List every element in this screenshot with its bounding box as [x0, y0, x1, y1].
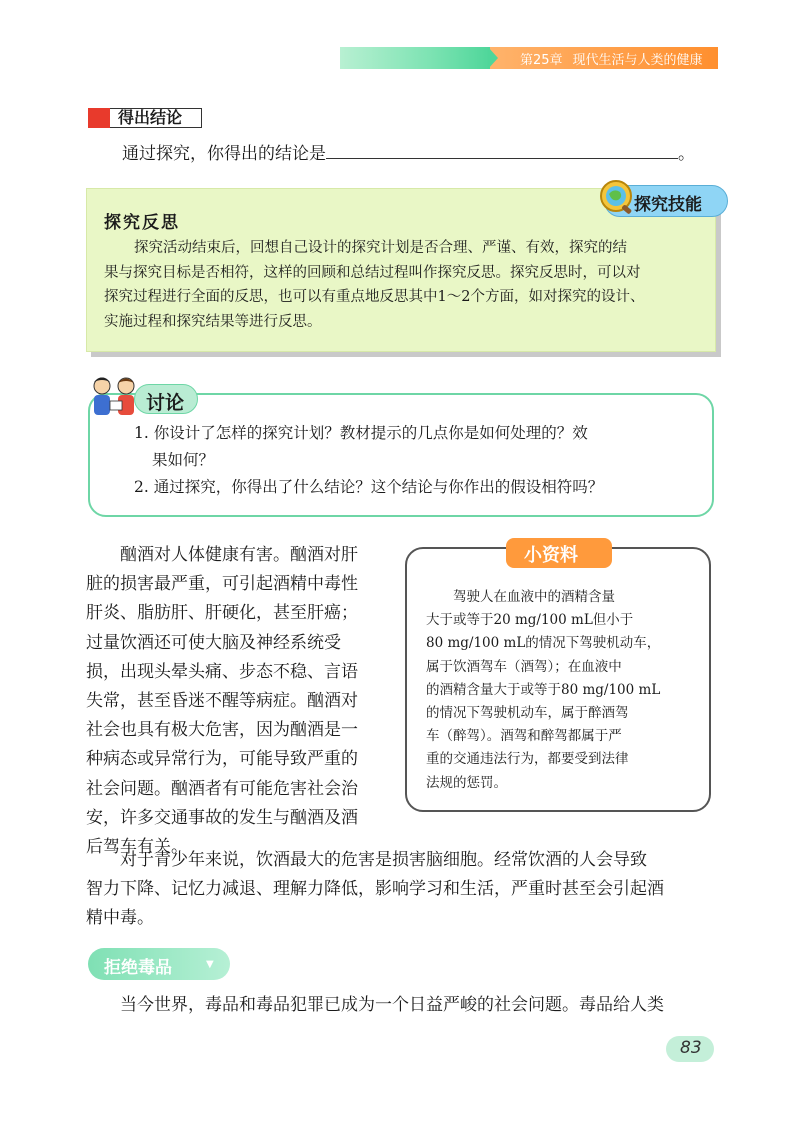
discussion-item-2: 2. 通过探究，你得出了什么结论？这个结论与你作出的假设相符吗？ — [134, 478, 604, 496]
info-line: 的酒精含量大于或等于80 mg/100 mL — [426, 681, 661, 698]
paragraph-line: 社会也具有极大危害，因为酗酒是一 — [86, 720, 358, 741]
info-text — [426, 586, 694, 795]
chapter-title: 现代生活与人类的健康 — [572, 53, 703, 68]
paragraph-line: 肝炎、脂肪肝、肝硬化，甚至肝癌； — [86, 603, 358, 624]
chevron-down-icon: ▼ — [206, 959, 214, 970]
page-number: 83 — [680, 1038, 702, 1058]
students-discussing-icon — [88, 373, 144, 419]
magnifier-globe-icon — [596, 178, 636, 218]
skill-line: 探究活动结束后，回想自己设计的探究计划是否合理、严谨、有效，探究的结 — [134, 240, 627, 256]
skill-line: 果与探究目标是否相符，这样的回顾和总结过程叫作探究反思。探究反思时，可以对 — [104, 264, 641, 281]
paragraph-line: 过量饮酒还可使大脑及神经系统受 — [86, 632, 341, 653]
chapter-number: 第25章 — [520, 53, 563, 68]
paragraph-line: 酗酒对人体健康有害。酗酒对肝 — [120, 545, 358, 565]
paragraph-line: 智力下降、记忆力减退、理解力降低，影响学习和生活，严重时甚至会引起酒 — [86, 879, 664, 899]
paragraph-line: 精中毒。 — [86, 908, 154, 928]
conclusion-prompt — [122, 140, 695, 169]
paragraph-line: 损，出现头晕头痛、步态不稳、言语 — [86, 661, 358, 682]
paragraph-line: 对于青少年来说，饮酒最大的危害是损害脑细胞。经常饮酒的人会导致 — [120, 850, 647, 870]
conclusion-end-mark: 。 — [678, 144, 695, 164]
info-line: 80 mg/100 mL的情况下驾驶机动车， — [426, 635, 661, 652]
drugs-section-heading: 拒绝毒品 — [104, 958, 172, 978]
skill-title: 探究反思 — [104, 213, 180, 233]
paragraph-line: 安，许多交通事故的发生与酗酒及酒 — [86, 807, 358, 828]
info-line: 大于或等于20 mg/100 mL但小于 — [426, 612, 634, 629]
section-heading-conclusion: 得出结论 — [110, 108, 202, 128]
header-band-green — [340, 47, 490, 69]
section-marker — [88, 108, 110, 128]
discussion-label: 讨论 — [146, 392, 185, 414]
teen-paragraph — [86, 846, 664, 933]
alcohol-harm-paragraph — [86, 541, 391, 862]
chapter-header — [520, 49, 703, 68]
paragraph-line: 社会问题。酗酒者有可能危害社会治 — [86, 778, 358, 799]
header-band-arrow — [488, 47, 498, 69]
skill-line: 实施过程和探究结果等进行反思。 — [104, 313, 322, 330]
paragraph-line: 后驾车有关。 — [86, 837, 188, 858]
info-line: 的情况下驾驶机动车，属于醉酒驾 — [426, 705, 629, 722]
paragraph-line: 种病态或异常行为，可能导致严重的 — [86, 749, 358, 770]
paragraph-line: 脏的损害最严重，可引起酒精中毒性 — [86, 574, 358, 595]
info-line: 重的交通违法行为，都要受到法律 — [426, 751, 629, 768]
answer-blank[interactable] — [326, 141, 678, 159]
conclusion-prompt-text: 通过探究，你得出的结论是 — [122, 144, 326, 164]
discussion-item-1: 1. 你设计了怎样的探究计划？教材提示的几点你是如何处理的？效 — [134, 424, 588, 442]
skill-badge-label: 探究技能 — [634, 195, 702, 215]
skill-paragraph — [104, 236, 704, 334]
skill-line: 探究过程进行全面的反思，也可以有重点地反思其中1～2个方面，如对探究的设计、 — [104, 289, 645, 305]
drugs-first-line: 当今世界，毒品和毒品犯罪已成为一个日益严峻的社会问题。毒品给人类 — [120, 995, 664, 1015]
info-line: 属于饮酒驾车（酒驾）；在血液中 — [426, 658, 622, 675]
info-line: 法规的惩罚。 — [426, 774, 507, 791]
discussion-item-1-cont: 果如何？ — [152, 451, 215, 469]
info-tab-label: 小资料 — [524, 545, 578, 566]
info-line: 驾驶人在血液中的酒精含量 — [453, 589, 615, 605]
info-line: 车（醉驾）。酒驾和醉驾都属于严 — [426, 728, 622, 745]
paragraph-line: 失常，甚至昏迷不醒等病症。酗酒对 — [86, 691, 358, 712]
